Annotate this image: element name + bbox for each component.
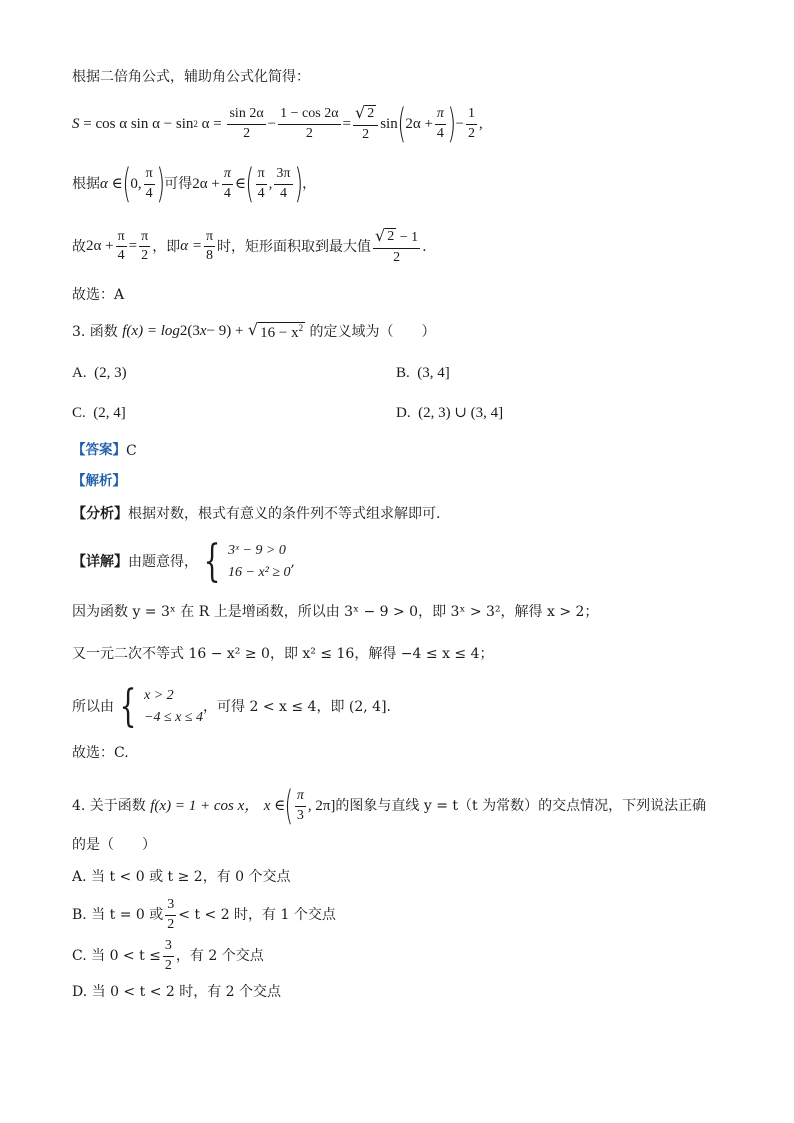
frac-pi-3: $\frac{\pi}{3}$ [296, 787, 304, 823]
comma-2: , [268, 175, 273, 192]
q4-tail: 的图象与直线 y = t（t 为常数）的交点情况，下列说法正确 [335, 798, 707, 814]
brace-1: { [203, 536, 221, 587]
q4-stem-2: 的是（ ） [72, 837, 156, 853]
s-var: S [72, 115, 80, 132]
q3-arg: (3 [187, 323, 200, 339]
system-1: 3ˣ − 9 > 0 16 − x² ≥ 0 [228, 543, 291, 580]
q4-option-a[interactable]: A. 当 t < 0 或 t ≥ 2，有 0 个交点 [72, 869, 291, 885]
q4-option-c[interactable]: C. 当 0 < t ≤ $\frac{3}{2}$ ，有 2 个交点 [72, 938, 264, 973]
q3-fx: f(x) = log [122, 323, 180, 339]
sys-end: , [290, 554, 295, 570]
choose-c: 故选：C. [72, 745, 129, 761]
q4-xin: x ∈ [263, 797, 286, 814]
in-sym: ∈ [234, 175, 246, 192]
frac-root2-over-2: √ 2 2 [353, 105, 378, 142]
q3-root: √ $16 - x^2$ [247, 320, 304, 341]
q3-option-a[interactable]: A. (2, 3) [72, 365, 127, 381]
frac-3-2-c: $\frac{3}{2}$ [164, 938, 172, 973]
frac-pi-4: $\frac{\pi}{4}$ [436, 105, 444, 141]
frac-pi-4-a: $\frac{\pi}{4}$ [145, 165, 153, 201]
intro-text: 根据二倍角公式，辅助角公式化简得： [72, 69, 310, 85]
q4-number: 4. 关于函数 [72, 798, 146, 814]
right-paren: ) [447, 101, 457, 147]
minus-sign: − [267, 115, 277, 132]
frac-half: $\frac{1}{2}$ [468, 105, 476, 141]
detail-lead: 由题意得， [128, 554, 198, 570]
q4-fx: f(x) = 1 + cos x， [150, 797, 260, 814]
q3-arg-rest: − 9) + [206, 323, 244, 339]
detail-tag: 【详解】 [72, 554, 128, 570]
frac-pi-4-c: $\frac{\pi}{4}$ [257, 165, 265, 201]
zero: 0, [130, 175, 142, 192]
detail-line [72, 536, 295, 587]
log-base: 2 [179, 323, 188, 339]
sin-fn: sin [380, 115, 398, 132]
frac-pi-2: $\frac{\pi}{2}$ [141, 228, 149, 264]
s-sq: 2 [193, 118, 198, 129]
detail-line-3 [72, 681, 391, 732]
detail-line-1: 因为函数 y = 3ˣ 在 R 上是增函数，所以由 3ˣ − 9 > 0，即 3ˣ > 3²，解得 x > 2； [72, 604, 599, 620]
answer-tag: 【答案】 [72, 442, 126, 459]
frac-3-2-b: $\frac{3}{2}$ [167, 897, 175, 932]
inner-expr: 2α + [405, 115, 433, 132]
paren-l-2: ( [245, 161, 255, 207]
analysis-line [72, 475, 126, 489]
q4-range-rest: , 2π] [307, 797, 336, 814]
frac-3pi-4: $\frac{3\pi}{4}$ [276, 165, 291, 201]
fenxi-text: 根据对数，根式有意义的条件列不等式组求解即可. [128, 506, 441, 522]
q4-stem [72, 783, 707, 829]
q3-option-c[interactable]: C. (2, 4] [72, 405, 126, 421]
frac-1-cos2a: $\frac{1 - \cos 2\alpha}{2}$ [280, 105, 339, 141]
range-line [72, 161, 317, 207]
minus-sign-2: − [455, 115, 465, 132]
q4-option-d[interactable]: D. 当 0 < t < 2 时，有 2 个交点 [72, 984, 282, 1000]
eq-1: = [128, 238, 138, 255]
equals-sign: = [342, 115, 352, 132]
paren-l: ( [122, 161, 131, 207]
s-alpha: α = [201, 115, 222, 132]
q3-option-d[interactable]: D. (2, 3) ∪ (3, 4] [396, 405, 504, 421]
fenxi-tag: 【分析】 [72, 506, 128, 522]
expr-2a: 2α + [192, 175, 220, 192]
paren-r-2: ) [294, 161, 303, 207]
l3-lead: 所以由 [72, 699, 114, 715]
range-text-1: 根据 [72, 176, 100, 192]
max-text-3: 时，矩形面积取到最大值 [217, 238, 372, 255]
s-formula [72, 101, 483, 147]
left-paren: ( [397, 101, 406, 147]
brace-2: { [119, 681, 137, 732]
analysis-tag: 【解析】 [72, 473, 126, 489]
s-eq1: = cos α sin α − sin [83, 115, 194, 132]
system-2: x > 2 −4 ≤ x ≤ 4 [144, 688, 204, 725]
q4-paren: ( [284, 783, 294, 829]
max-end: . [422, 238, 427, 255]
frac-sin2a: $\frac{\sin 2\alpha}{2}$ [229, 105, 264, 141]
max-line [72, 228, 427, 265]
q3-number: 3. 函数 [72, 323, 118, 340]
l3-tail: ，可得 2 < x ≤ 4，即 (2, 4]. [203, 699, 391, 715]
answer-line [72, 444, 137, 458]
q3-option-b[interactable]: B. (3, 4] [396, 365, 450, 381]
max-text-1: 故 [72, 238, 86, 255]
max-text-2: ，即 [152, 238, 181, 255]
range-end: ， [302, 176, 317, 192]
frac-pi-8: $\frac{\pi}{8}$ [205, 228, 214, 264]
range-text-2: 可得 [164, 176, 193, 192]
choose-a: 故选：A [72, 287, 125, 303]
q4-option-b[interactable]: B. 当 t = 0 或 $\frac{3}{2}$ < t < 2 时，有 1 个交点 [72, 897, 336, 932]
q3-tail: 的定义域为（ ） [309, 323, 436, 340]
fenxi-line [72, 507, 440, 521]
alpha-eq: α = [180, 238, 202, 255]
detail-line-2: 又一元二次不等式 16 − x² ≥ 0，即 x² ≤ 16，解得 −4 ≤ x ≤ 4； [72, 646, 494, 662]
q3-stem [72, 322, 436, 341]
max-expr: 2α + [86, 238, 114, 255]
paren-r: ) [156, 161, 165, 207]
q3-argsup: x [199, 323, 207, 339]
frac-pi-4-b: $\frac{\pi}{4}$ [223, 165, 231, 201]
alpha-in: α ∈ [100, 175, 123, 192]
frac-max-value: √ 2 − 1 2 [375, 226, 419, 265]
answer-value: C [126, 443, 137, 459]
frac-pi-4-d: $\frac{\pi}{4}$ [117, 228, 125, 264]
comma: , [479, 115, 483, 132]
